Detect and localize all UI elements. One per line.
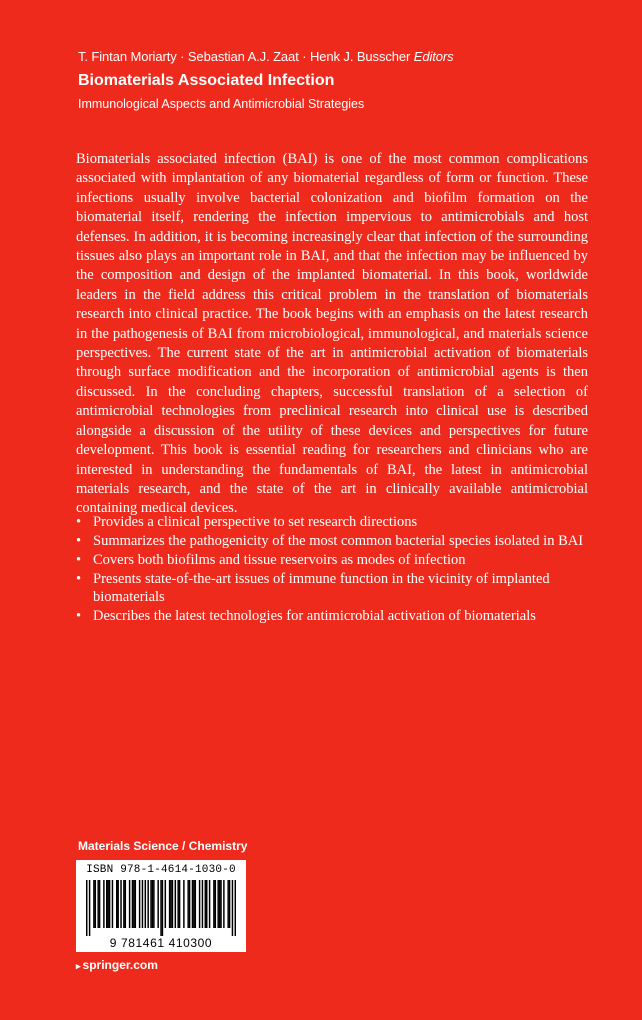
feature-text: Provides a clinical perspective to set research directions	[93, 514, 418, 530]
barcode-bar	[227, 880, 228, 928]
barcode-bar	[162, 880, 163, 936]
arrow-right-icon: ▸	[76, 961, 81, 971]
feature-list	[76, 513, 606, 626]
book-title: Biomaterials Associated Infection	[78, 72, 335, 89]
barcode-bar	[189, 880, 190, 928]
header	[78, 48, 598, 113]
barcode-bar	[106, 880, 107, 928]
barcode-bar	[209, 880, 210, 928]
barcode-bar	[86, 880, 87, 936]
barcode-bar	[223, 880, 224, 928]
barcode-bar	[177, 880, 178, 928]
barcode-bar	[175, 880, 176, 928]
barcode-bar	[179, 880, 180, 928]
barcode-bar	[97, 880, 98, 928]
barcode-bar	[99, 880, 100, 928]
barcode-bar	[220, 880, 221, 928]
bullet-icon: •	[76, 571, 82, 587]
feature-text: Summarizes the pathogenicity of the most common bacterial species isolated in BAI	[93, 533, 584, 549]
barcode-bar	[153, 880, 154, 928]
barcode-bars	[86, 880, 236, 936]
feature-list-item	[76, 513, 606, 531]
barcode-bar	[170, 880, 171, 928]
barcode-bar	[147, 880, 148, 928]
barcode-bar	[103, 880, 104, 928]
barcode-bar	[192, 880, 193, 928]
barcode-bar	[195, 880, 196, 928]
barcode-bar	[187, 880, 188, 928]
barcode-bar	[183, 880, 184, 928]
barcode-bar	[206, 880, 207, 928]
feature-list-item	[76, 532, 606, 550]
barcode-bar	[132, 880, 133, 928]
bullet-icon: •	[76, 552, 82, 568]
barcode-bar	[217, 880, 218, 928]
book-description: Biomaterials associated infection (BAI) is one of the most common complications associated with implantation of any biomaterial regardless of form or function. These infections usually involve bacterial colonization and biofilm formation on the biomaterial itself, rendering the infection impervious to antimicrobials and host defenses. In addition, it is becoming increasingly clear that infection of the surrounding tissues also plays an important role in BAI, and that the infection may be influenced by the composition and design of the implanted biomaterial. In this book, worldwide leaders in the field address this critical problem in the translation of biomaterials research into clinical practice. The book begins with an emphasis on the latest research in the pathogenesis of BAI from microbiological, immunological, and materials science perspectives. The current state of the art in antimicrobial activation of biomaterials through surface modification and the incorporation of antimicrobial agents is then discussed. In the concluding chapters, successful translation of a selection of antimicrobial technologies from preclinical research into clinical use is described alongside a discussion of the utility of these devices and perspectives for future development. This book is essential reading for researchers and clinicians who are interested in understanding the fundamentals of BAI, the latest in antimicrobial materials research, and the state of the art in clinically available antimicrobial containing medical devices.	[76, 151, 588, 517]
website-label: springer.com	[82, 958, 158, 972]
publisher-website[interactable]	[76, 957, 158, 974]
barcode-bar	[219, 880, 220, 928]
subject-category: Materials Science / Chemistry	[78, 839, 248, 853]
barcode-bar	[160, 880, 161, 936]
book-subtitle: Immunological Aspects and Antimicrobial Strategies	[78, 97, 365, 111]
barcode-bar	[123, 880, 124, 928]
barcode-bar	[205, 880, 206, 928]
barcode-bar	[129, 880, 130, 928]
barcode-bar	[229, 880, 230, 928]
feature-list-item	[76, 551, 606, 569]
barcode-bar	[157, 880, 158, 928]
feature-list-item	[76, 570, 606, 606]
isbn-label: ISBN 978-1-4614-1030-0	[86, 864, 236, 876]
barcode-bar	[213, 880, 214, 928]
barcode-bar	[139, 880, 140, 928]
barcode-bar	[133, 880, 134, 928]
barcode-bar	[150, 880, 151, 928]
feature-text: Describes the latest technologies for antimicrobial activation of biomaterials	[93, 608, 536, 624]
barcode-bar	[235, 880, 236, 936]
barcode-bar	[169, 880, 170, 928]
barcode-bar	[89, 880, 90, 936]
barcode-bar	[199, 880, 200, 928]
barcode-bar	[125, 880, 126, 928]
barcode-bar	[202, 880, 203, 928]
barcode-bar	[232, 880, 233, 936]
feature-list-item	[76, 607, 606, 625]
barcode-bar	[172, 880, 173, 928]
barcode-bar	[116, 880, 117, 928]
barcode	[76, 860, 246, 952]
barcode-bar	[120, 880, 121, 928]
editors-line	[78, 48, 598, 66]
editors-role: Editors	[413, 49, 454, 64]
barcode-bar	[117, 880, 118, 928]
barcode-bar	[109, 880, 110, 928]
barcode-bar	[107, 880, 108, 928]
bullet-icon: •	[76, 608, 82, 624]
barcode-bar	[165, 880, 166, 928]
barcode-digits: 9 781461 410300	[109, 936, 213, 950]
barcode-bar	[152, 880, 153, 928]
feature-text: Presents state-of-the-art issues of immune function in the vicinity of implanted biomaterials	[93, 571, 550, 605]
feature-text: Covers both biofilms and tissue reservoirs as modes of infection	[93, 552, 466, 568]
barcode-bar	[215, 880, 216, 928]
barcode-bar	[193, 880, 194, 928]
barcode-bar	[142, 880, 143, 928]
bullet-icon: •	[76, 533, 82, 549]
barcode-bar	[135, 880, 136, 928]
editor-names: T. Fintan Moriarty · Sebastian A.J. Zaat · Henk J. Busscher	[78, 49, 411, 64]
barcode-bar	[145, 880, 146, 928]
bullet-icon: •	[76, 514, 82, 530]
barcode-bar	[95, 880, 96, 928]
barcode-bar	[93, 880, 94, 928]
barcode-bar	[112, 880, 113, 928]
